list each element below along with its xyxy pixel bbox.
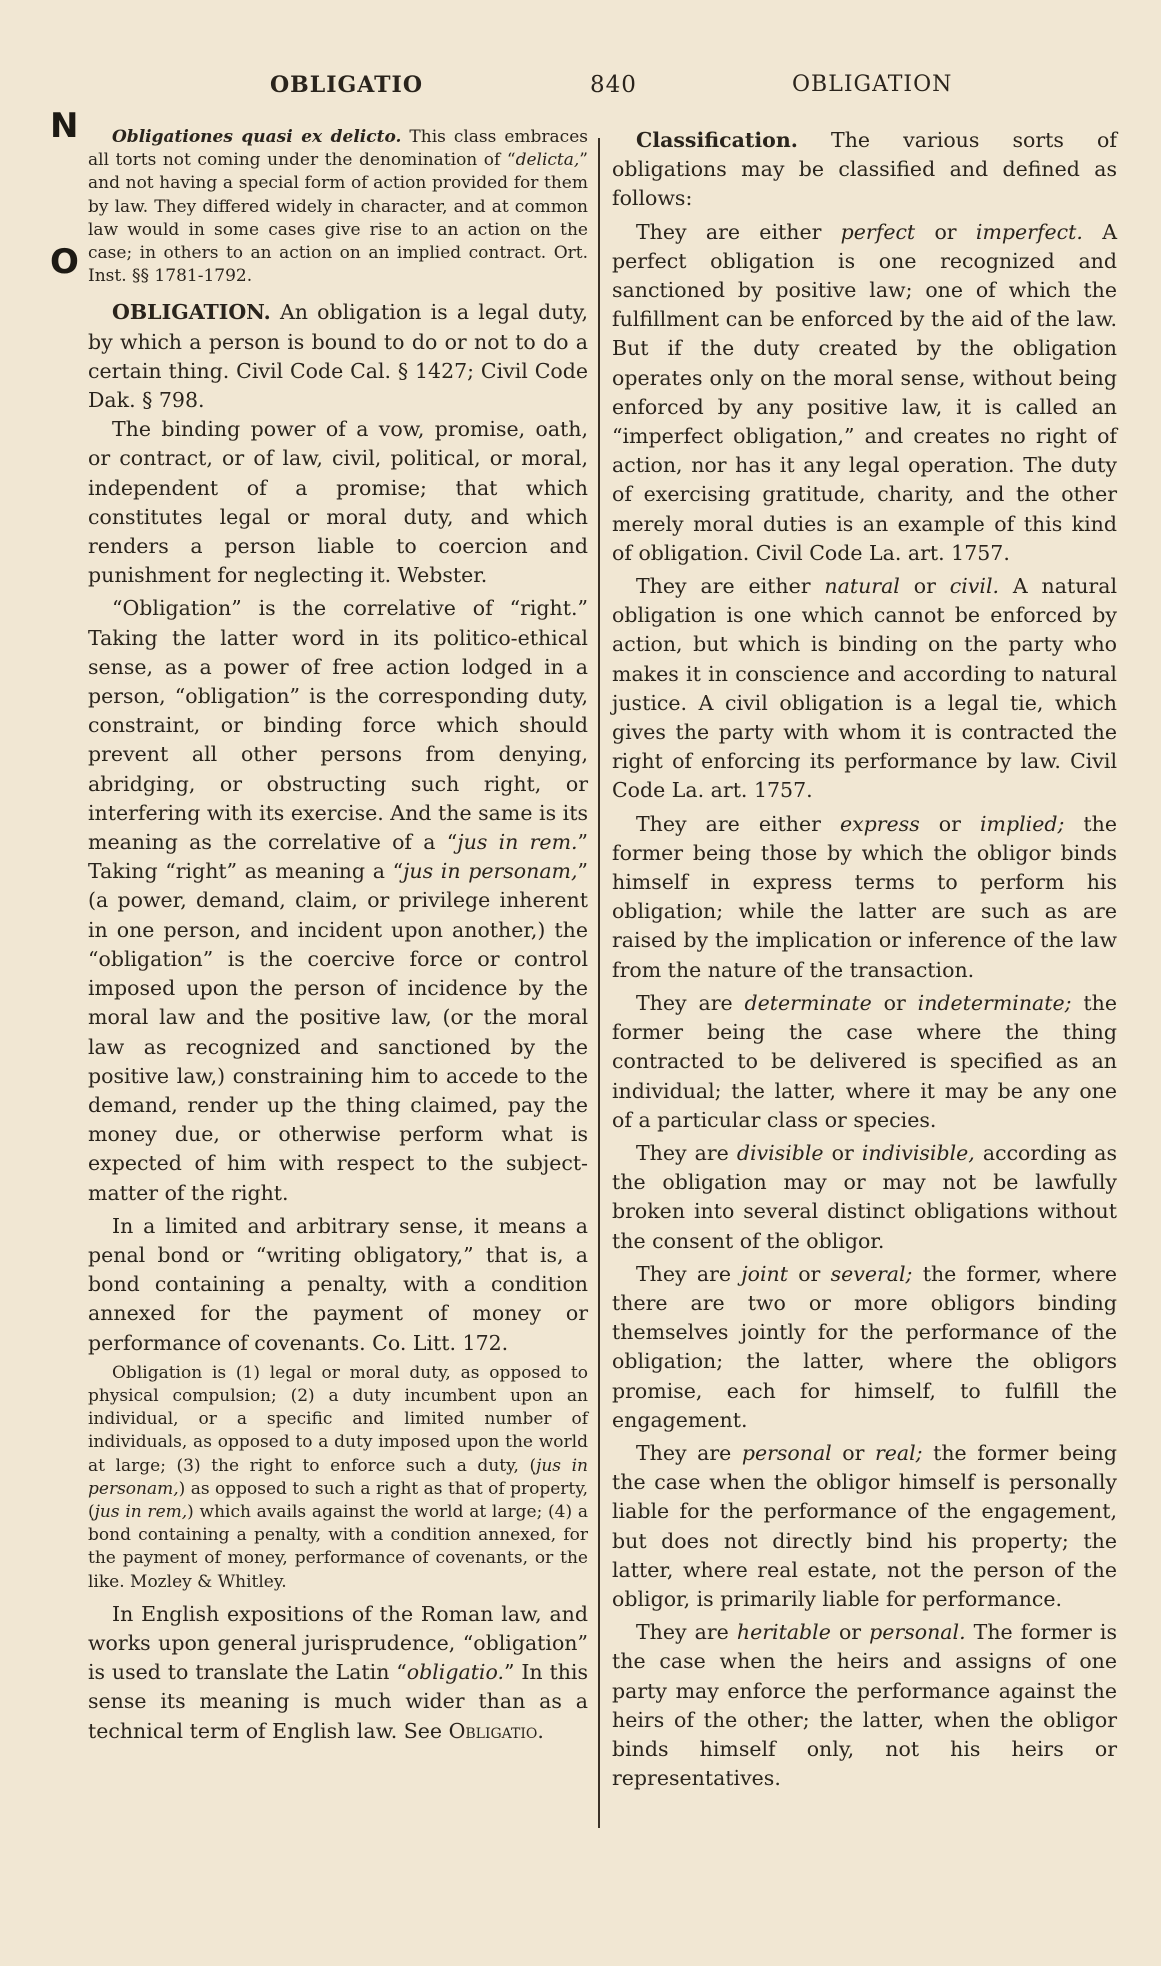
left-column [88, 126, 588, 1746]
paragraph-heritable-personal: They are heritable or personal. The former is the case when the heirs and assigns of one party may enforce the performance against the heirs of the other; the latter, when the obligor binds himself only, not his heirs or representatives. [612, 1620, 1118, 1791]
section-heading: Classification. [636, 128, 798, 152]
running-head-left: OBLIGATIO [270, 72, 423, 98]
page-header [0, 72, 1161, 112]
right-column [612, 126, 1117, 1793]
paragraph-joint-several: They are joint or several; the former, where there are two or more obligors binding themselves jointly for the performance of the obligation; the latter, where the obligors promise, each for himself, to fulfill the engagement. [612, 1261, 1117, 1432]
thumb-index-letter-n: N [50, 106, 79, 146]
paragraph-classification: Classification. The various sorts of obligations may be classified and defined as follows: [612, 128, 1117, 211]
column-divider [598, 138, 600, 1828]
paragraph-personal-real: They are personal or real; the former being the case when the obligor himself is personally liable for the performance of the engagement, but does not directly bind his property; the latter, where real estate, not the person of the obligor, is primarily liable for performance. [612, 1440, 1117, 1611]
entry-obligation-definition: OBLIGATION. An obligation is a legal duty, by which a person is bound to do or not to do a certain thing. Civil Code Cal. § 1427; Civil Code Dak. § 798. [88, 300, 588, 413]
page-number: 840 [590, 72, 637, 98]
paragraph-determinate-indeterminate: They are determinate or indeterminate; the former being the case where the thing contracted to be delivered is specified as an individual; the latter, where it may be any one of a particular class or species. [612, 990, 1117, 1132]
thumb-index-letter-o: O [50, 242, 79, 282]
paragraph-correlative-of-right: “Obligation” is the correlative of “right.” Taking the latter word in its politico-ethical sense, as a power of free action lodged in a person, “obligation” is the corresponding duty, constraint, or binding force which should prevent all other persons from denying, abridging, or obstructing such right, or interfering with its exercise. And the same is its meaning as the correlative of a “jus in rem.” Taking “right” as meaning a “jus in personam,” (a power, demand, claim, or privilege inherent in one person, and incident upon another,) the “obligation” is the coercive force or control imposed upon the person of incidence by the moral law and the positive law, (or the moral law as recognized and sanctioned by the positive law,) constraining him to accede to the demand, render up the thing claimed, pay the money due, or otherwise perform what is expected of him with respect to the subject-matter of the right. [88, 596, 589, 1205]
paragraph-roman-law: In English expositions of the Roman law, and works upon general jurisprudence, “obligation” is used to translate the Latin “obligatio.” In this sense its meaning is much wider than as a technical term of English law. See Obligatio. [88, 1601, 588, 1743]
running-head-right: OBLIGATION [792, 72, 953, 97]
paragraph-express-implied: They are either express or implied; the former being those by which the obligor binds himself in express terms to perform his obligation; while the latter are such as are raised by the implication or inference of the law from the nature of the transaction. [612, 811, 1117, 982]
entry-obligationes-quasi-ex-delicto: Obligationes quasi ex delicto. This class embraces all torts not coming under the denomination of “delicta,” and not having a special form of action provided for them by law. They differed widely in character, and at common law would in some cases give rise to an action on the case; in others to an action on an implied contract. Ort. Inst. §§ 1781-1792. [88, 127, 588, 287]
paragraph-binding-power: The binding power of a vow, promise, oath, or contract, or of law, civil, political, or moral, independent of a promise; that which constitutes legal or moral duty, and which renders a person liable to coercion and punishment for neglecting it. Webster. [88, 417, 588, 588]
paragraph-limited-sense: In a limited and arbitrary sense, it means a penal bond or “writing obligatory,” that is, a bond containing a penalty, with a condition annexed for the payment of money or performance of covenants. Co. Litt. 172. [88, 1213, 588, 1355]
entry-subheading: Obligationes quasi ex delicto. [112, 127, 402, 147]
paragraph-mozley-whitley: Obligation is (1) legal or moral duty, as opposed to physical compulsion; (2) a duty incumbent upon an individual, or a specific and limited number of individuals, as opposed to a duty imposed upon the world at large; (3) the right to enforce such a duty, (jus in personam,) as opposed to such a right as that of property, (jus in rem,) which avails against the world at large; (4) a bond containing a penalty, with a condition annexed, for the payment of money, performance of covenants, or the like. Mozley & Whitley. [88, 1362, 589, 1592]
paragraph-perfect-imperfect: They are either perfect or imperfect. A perfect obligation is one recognized and sanctioned by positive law; one of which the fulfillment can be enforced by the aid of the law. But if the duty created by the obligation operates only on the moral sense, without being enforced by any positive law, it is called an “imperfect obligation,” and creates no right of action, nor has it any legal operation. The duty of exercising gratitude, charity, and the other merely moral duties is an example of this kind of obligation. Civil Code La. art. 1757. [612, 219, 1117, 565]
entry-headword: OBLIGATION. [112, 300, 271, 325]
cross-reference: Obligatio. [448, 1718, 544, 1743]
paragraph-natural-civil: They are either natural or civil. A natural obligation is one which cannot be enforced by action, but which is binding on the party who makes it in conscience and according to natural justice. A civil obligation is a legal tie, which gives the party with whom it is contracted the right of enforcing its performance by law. Civil Code La. art. 1757. [612, 574, 1118, 803]
paragraph-divisible-indivisible: They are divisible or indivisible, according as the obligation may or may not be lawfully broken into several distinct obligations without the consent of the obligor. [612, 1140, 1117, 1253]
